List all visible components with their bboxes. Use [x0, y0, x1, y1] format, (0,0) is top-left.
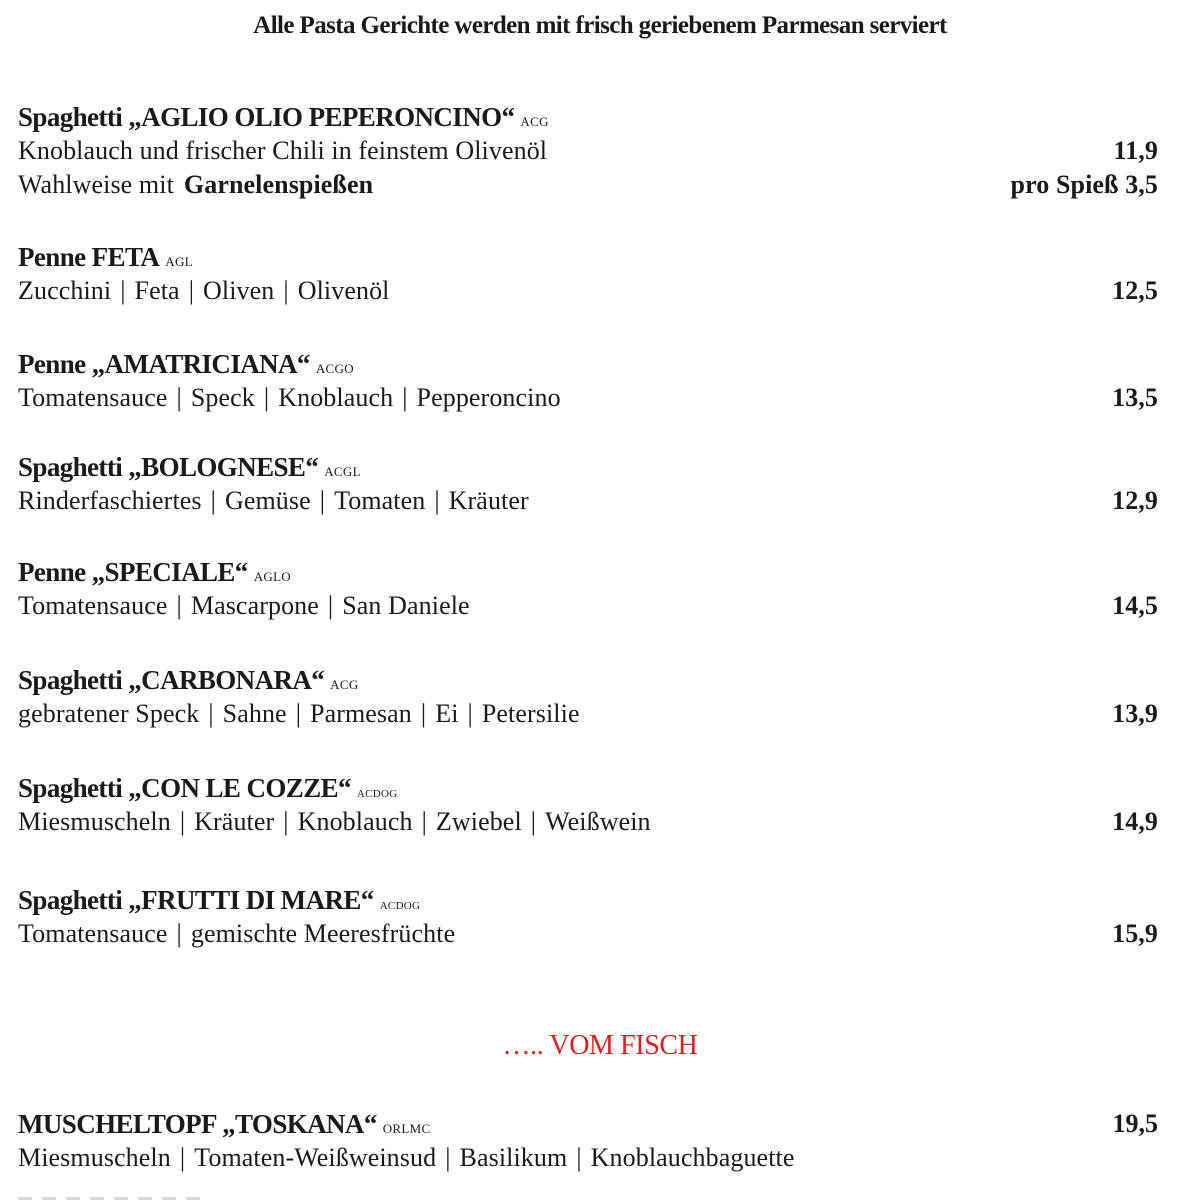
dish-name: Penne „SPECIALE“ — [18, 557, 248, 587]
dish-title-line — [18, 100, 1158, 134]
ingredient: Petersilie — [481, 699, 580, 728]
dish-option — [18, 168, 1158, 202]
ingredient: Rinderfaschiertes — [18, 486, 202, 515]
dish-muscheltopf-toskana — [18, 1107, 1158, 1175]
ingredient: gemischte Meeresfrüchte — [190, 919, 456, 948]
allergen-codes: acg — [330, 673, 359, 694]
section-heading-fish: ….. VOM FISCH — [502, 1030, 698, 1061]
dish-penne-amatriciana — [18, 347, 1158, 415]
ingredient: Basilikum — [459, 1143, 568, 1172]
ingredient: Parmesan — [310, 699, 412, 728]
dish-description — [18, 134, 1158, 168]
ingredient: Knoblauch — [278, 383, 394, 412]
dish-description — [18, 805, 1158, 839]
allergen-codes: orlmc — [382, 1117, 431, 1138]
dish-price: 14,5 — [1112, 591, 1158, 620]
ingredient: Miesmuscheln — [18, 807, 171, 836]
separator: | — [179, 1143, 186, 1172]
option-prefix: Wahlweise mit — [18, 170, 174, 199]
separator: | — [283, 807, 289, 836]
ingredient: Oliven — [203, 276, 275, 305]
dish-description — [18, 917, 1158, 951]
ingredient: Knoblauchbaguette — [590, 1143, 795, 1172]
option-name: Garnelenspießen — [183, 170, 374, 199]
separator: | — [176, 919, 182, 948]
allergen-codes: acdog — [379, 897, 421, 913]
separator: | — [467, 699, 473, 728]
separator: | — [445, 1143, 451, 1172]
ingredient: Olivenöl — [297, 276, 390, 305]
separator: | — [263, 383, 270, 412]
dish-title-line — [18, 347, 1158, 381]
separator: | — [188, 276, 195, 305]
separator: | — [120, 276, 126, 305]
ingredient: Tomaten — [334, 486, 426, 515]
dish-name: Penne FETA — [18, 242, 160, 272]
ingredient: Tomatensauce — [18, 919, 168, 948]
dish-title-line — [18, 240, 1158, 274]
dish-description — [18, 484, 1158, 518]
dish-price: 15,9 — [1112, 919, 1158, 948]
separator: | — [402, 383, 408, 412]
dish-title-line — [18, 555, 1158, 589]
allergen-codes: acgo — [315, 357, 354, 378]
separator: | — [327, 591, 334, 620]
ingredient: Feta — [134, 276, 180, 305]
dish-price: 13,5 — [1112, 383, 1158, 412]
dish-penne-speciale — [18, 555, 1158, 623]
ingredient: Tomatensauce — [18, 591, 168, 620]
dish-spaghetti-carbonara — [18, 663, 1158, 731]
option-price: pro Spieß 3,5 — [1010, 170, 1158, 199]
dish-spaghetti-con-le-cozze — [18, 771, 1158, 839]
separator: | — [176, 383, 182, 412]
ingredient: Weißwein — [545, 807, 651, 836]
dish-price: 14,9 — [1112, 807, 1158, 836]
dish-name: Spaghetti „FRUTTI DI MARE“ — [18, 885, 374, 915]
separator: | — [420, 699, 427, 728]
dish-title-line — [18, 450, 1158, 484]
ingredient: Sahne — [222, 699, 287, 728]
ingredient: Ei — [435, 699, 459, 728]
separator: | — [210, 486, 216, 515]
ingredient: Miesmuscheln — [18, 1143, 171, 1172]
dish-price: 12,5 — [1112, 276, 1158, 305]
dish-description — [18, 381, 1158, 415]
dish-description — [18, 274, 1158, 308]
separator: | — [295, 699, 302, 728]
dish-name: Penne „AMATRICIANA“ — [18, 349, 310, 379]
dish-name: Spaghetti „AGLIO OLIO PEPERONCINO“ — [18, 102, 515, 132]
dish-title-line — [18, 1107, 1158, 1141]
separator: | — [319, 486, 326, 515]
separator: | — [576, 1143, 582, 1172]
dish-title-line — [18, 883, 1158, 917]
dish-price: 13,9 — [1112, 699, 1158, 728]
dish-price: 12,9 — [1112, 486, 1158, 515]
ingredient: Pepperoncino — [416, 383, 561, 412]
separator: | — [434, 486, 440, 515]
allergen-codes: agl — [165, 250, 193, 271]
dish-price: 11,9 — [1113, 136, 1158, 165]
description-text: Knoblauch und frischer Chili in feinstem Olivenöl — [18, 136, 548, 165]
separator: | — [283, 276, 289, 305]
ingredient: Kräuter — [448, 486, 529, 515]
ingredient: San Daniele — [342, 591, 470, 620]
ingredient: gebratener Speck — [18, 699, 200, 728]
cut-off-next-line — [18, 1190, 418, 1200]
dish-penne-feta — [18, 240, 1158, 308]
dish-price: 19,5 — [1112, 1109, 1158, 1138]
separator: | — [179, 807, 186, 836]
dish-title-line — [18, 771, 1158, 805]
dish-description — [18, 589, 1158, 623]
dish-name: MUSCHELTOPF „TOSKANA“ — [18, 1109, 377, 1139]
dish-description — [18, 697, 1158, 731]
dish-title-line — [18, 663, 1158, 697]
separator: | — [421, 807, 427, 836]
dish-spaghetti-bolognese — [18, 450, 1158, 518]
dish-spaghetti-frutti-di-mare — [18, 883, 1158, 951]
allergen-codes: aglo — [253, 565, 291, 586]
dish-name: Spaghetti „CARBONARA“ — [18, 665, 325, 695]
separator: | — [176, 591, 182, 620]
dish-name: Spaghetti „CON LE COZZE“ — [18, 773, 351, 803]
ingredient: Knoblauch — [297, 807, 413, 836]
ingredient: Tomatensauce — [18, 383, 168, 412]
ingredient: Kräuter — [194, 807, 275, 836]
ingredient: Tomaten-Weißweinsud — [194, 1143, 437, 1172]
menu-intro-note: Alle Pasta Gerichte werden mit frisch geriebenem Parmesan serviert — [253, 12, 947, 39]
separator: | — [530, 807, 537, 836]
ingredient: Mascarpone — [190, 591, 319, 620]
ingredient: Speck — [190, 383, 255, 412]
dish-description — [18, 1141, 1158, 1175]
allergen-codes: acgl — [324, 460, 361, 481]
ingredient: Zwiebel — [435, 807, 522, 836]
allergen-codes: acg — [520, 110, 549, 131]
allergen-codes: acdog — [356, 785, 398, 801]
separator: | — [208, 699, 214, 728]
dish-name: Spaghetti „BOLOGNESE“ — [18, 452, 319, 482]
ingredient: Gemüse — [224, 486, 311, 515]
dish-aglio-olio — [18, 100, 1158, 202]
ingredient: Zucchini — [18, 276, 112, 305]
